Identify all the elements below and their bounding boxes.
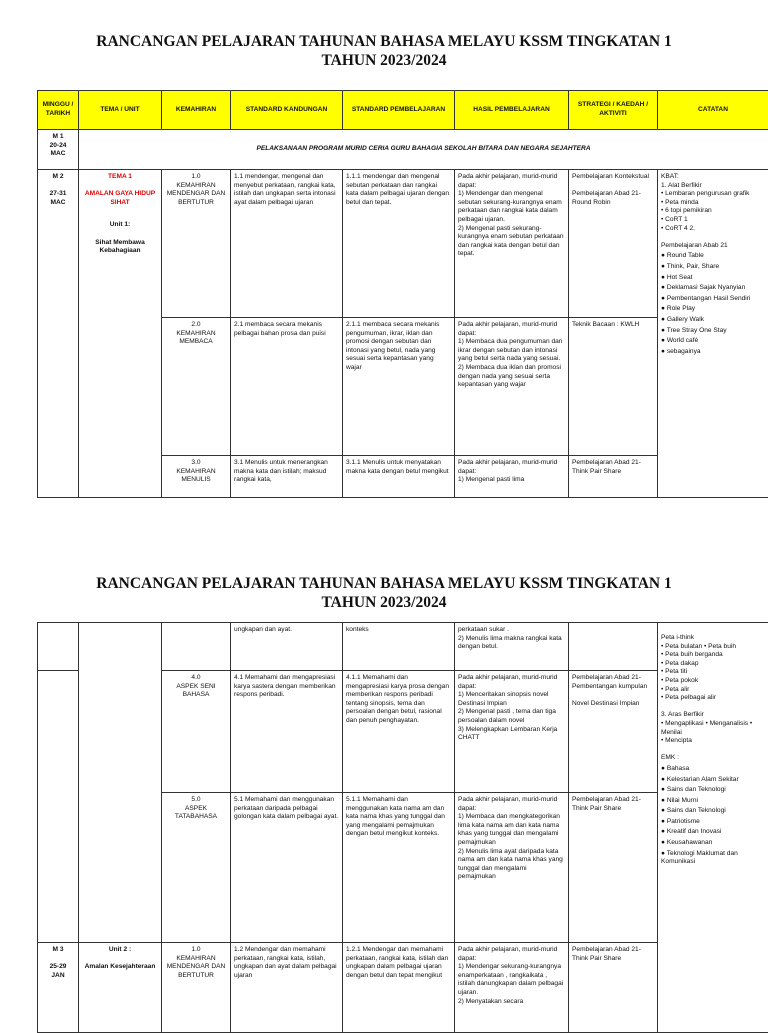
catatan-bullet: ● Tree Stray One Stay [661, 327, 765, 336]
strategi-cell: Pembelajaran Kontekstual Pembelajaran Abad 21- Round Robin [569, 170, 658, 318]
header-kemahiran: KEMAHIRAN [162, 91, 231, 130]
strategi-cell: Pembelajaran Abad 21- Think Pair Share [569, 943, 658, 1033]
title-line1: RANCANGAN PELAJARAN TAHUNAN BAHASA MELAYU KSSM TINGKATAN 1 [0, 574, 768, 593]
catatan-bullet: ● Hot Seat [661, 274, 765, 283]
hp-cell: perkataan sukar . 2) Menulis lima makna rangkai kata dengan betul. [455, 623, 569, 671]
kemahiran-cell [162, 623, 231, 671]
program-cell: PELAKSANAAN PROGRAM MURID CERIA GURU BAHAGIA SEKOLAH BITARA DAN NEGARA SEJAHTERA [79, 130, 768, 170]
catatan-bullet: ● Patriotisme [661, 818, 765, 827]
catatan-bullet: ● Deklamasi Sajak Nyanyian [661, 284, 765, 293]
hp-cell: Pada akhir pelajaran, murid-murid dapat: 1) Membaca dan mengkategorikan lima kata nama am dan kata nama khas yang tunggal dan mengalami pemajmukan 2) Menulis lima ayat daripada kata nama am dan kata nama khas yang tunggal dan mengalami pemajmukan [455, 793, 569, 943]
header-catatan: CATATAN [658, 91, 768, 130]
header-hp: HASIL PEMBELAJARAN [455, 91, 569, 130]
title-line1: RANCANGAN PELAJARAN TAHUNAN BAHASA MELAYU KSSM TINGKATAN 1 [0, 32, 768, 51]
catatan-text: KBAT: 1. Alat Berfikir • Lembaran pengurusan grafik • Peta minda • 6 topi pemikiran • CoRT 1 • CoRT 4 2. Pembelajaran Abab 21 [661, 173, 765, 250]
header-sk: STANDARD KANDUNGAN [231, 91, 343, 130]
table-row [38, 170, 768, 318]
strategi-cell: Teknik Bacaan : KWLH [569, 318, 658, 456]
sp-cell: konteks [343, 623, 455, 671]
kemahiran-cell: 1.0 KEMAHIRAN MENDENGAR DAN BERTUTUR [162, 943, 231, 1033]
header-row [38, 91, 768, 130]
kemahiran-cell: 2.0 KEMAHIRAN MEMBACA [162, 318, 231, 456]
sk-cell: 1.2 Mendengar dan memahami perkataan, rangkai kata, istilah, ungkapan dan ayat dalam pelbagai ujaran [231, 943, 343, 1033]
tema-label: TEMA 1 AMALAN GAYA HIDUP SIHAT [82, 173, 158, 207]
hp-cell: Pada akhir pelajaran, murid-murid dapat: 1) Mendengar dan mengenal sebutan sekurang-kurangnya enam perkataan dan rangkai kata dalam pelbagai ujaran. 2) Mengenal pasti sekurang-kurangnya enam sebutan perkataan dan rangkai kata dengan betul dan tepat. [455, 170, 569, 318]
catatan-bullet: ● Round Table [661, 252, 765, 261]
catatan-bullet: ● Sains dan Teknologi [661, 807, 765, 816]
title-line2: TAHUN 2023/2024 [0, 593, 768, 612]
sp-cell: 4.1.1 Memahami dan mengapresiasi karya prosa dengan memberikan respons peribadi tentang sinopsis, tema dan persoalan dengan betul, rasional dan penuh penghayatan. [343, 671, 455, 793]
sp-cell: 1.2.1 Mendengar dan memahami perkataan, rangkai kata, istilah dan ungkapan dalam pelbagai ujaran dengan betul dan tepat mengikut [343, 943, 455, 1033]
unit-cell: Unit 2 : Amalan Kesejahteraan [79, 943, 162, 1033]
strategi-cell: Pembelajaran Abad 21- Pembentangan kumpulan Novel Destinasi Impian [569, 671, 658, 793]
header-sp: STANDARD PEMBELAJARAN [343, 91, 455, 130]
sk-cell: 2.1 membaca secara mekanis pelbagai bahan prosa dan puisi [231, 318, 343, 456]
unit-label: Unit 1: Sihat Membawa Kebahagiaan [82, 221, 158, 255]
catatan-bullet: ● Sains dan Teknologi [661, 786, 765, 795]
page-title-2 [0, 574, 768, 612]
strategi-cell: Pembelajaran Abad 21- Think Pair Share [569, 793, 658, 943]
rpt-table-page1 [37, 90, 768, 498]
kemahiran-cell: 4.0 ASPEK SENI BAHASA [162, 671, 231, 793]
catatan-bullet: ● Think, Pair, Share [661, 263, 765, 272]
tema-cell [79, 623, 162, 943]
header-strategi: STRATEGI / KAEDAH / AKTIVITI [569, 91, 658, 130]
week-cell [38, 623, 79, 671]
hp-cell: Pada akhir pelajaran, murid-murid dapat: 1) Mendengar sekurang-kurangnya enamperkataan , rangkaikata , istilah danungkapan dalam pelbagai ujaran. 2) Menyatakan secara [455, 943, 569, 1033]
hp-cell: Pada akhir pelajaran, murid-murid dapat: 1) Mengenal pasti lima [455, 456, 569, 498]
sk-cell: 4.1 Memahami dan mengapresiasi karya sastera dengan memberikan respons peribadi. [231, 671, 343, 793]
tema-cell [79, 170, 162, 498]
table-row [38, 623, 768, 671]
catatan-bullet: ● Bahasa [661, 765, 765, 774]
catatan-bullet: ● Keusahawanan [661, 839, 765, 848]
catatan-cell [658, 170, 768, 498]
catatan-bullet: ● Nilai Murni [661, 797, 765, 806]
catatan-bullet: ● Kreatif dan Inovasi [661, 828, 765, 837]
strategi-cell [569, 623, 658, 671]
sp-cell: 1.1.1 mendengar dan mengenal sebutan perkataan dan rangkai kata dalam pelbagai ujaran dengan betul dan tepat. [343, 170, 455, 318]
week-cell: M 3 25-29 JAN [38, 943, 79, 1033]
catatan-bullet: ● Role Play [661, 305, 765, 314]
sk-cell: 1.1 mendengar, mengenal dan menyebut perkataan, rangkai kata, istilah dan ungkapan serta intonasi ayat dalam pelbagai ujaran [231, 170, 343, 318]
sk-cell: ungkapan dan ayat. [231, 623, 343, 671]
sp-cell: 5.1.1 Memahami dan menggunakan kata nama am dan kata nama khas yang tunggal dan yang mengalami pemajmukan dengan betul mengikut konteks. [343, 793, 455, 943]
header-minggu: MINGGU / TARIKH [38, 91, 79, 130]
kemahiran-cell: 3.0 KEMAHIRAN MENULIS [162, 456, 231, 498]
week-cell: M 1 20-24 MAC [38, 130, 79, 170]
week-cell: M 2 27-31 MAC [38, 170, 79, 498]
sp-cell: 3.1.1 Menulis untuk menyatakan makna kata dengan betul mengikut [343, 456, 455, 498]
catatan-bullet: ● World café [661, 337, 765, 346]
sk-cell: 5.1 Memahami dan menggunakan perkataan daripada pelbagai golongan kata dalam pelbagai ayat. [231, 793, 343, 943]
week-cell [38, 671, 79, 943]
catatan-text: Peta i-think • Peta bulatan • Peta buih • Peta buih berganda • Peta dakap • Peta titi • Peta pokok • Peta alir • Peta pelbagai alir 3. Aras Berfikir • Mengaplikasi • Menganalisis • Menilai • Mencipta EMK : [661, 634, 765, 763]
page-title-1 [0, 32, 768, 70]
header-tema: TEMA / UNIT [79, 91, 162, 130]
catatan-bullet: ● Pembentangan Hasil Sendiri [661, 295, 765, 304]
catatan-bullet: ● Teknologi Maklumat dan Komunikasi [661, 850, 765, 867]
catatan-cell [658, 623, 768, 1033]
catatan-bullet: ● Gallery Walk [661, 316, 765, 325]
sp-cell: 2.1.1 membaca secara mekanis pengumuman, ikrar, iklan dan promosi dengan sebutan dan intonasi yang betul, nada yang sesuai serta kepantasan yang wajar [343, 318, 455, 456]
sk-cell: 3.1 Menulis untuk menerangkan makna kata dan istilah; maksud rangkai kata, [231, 456, 343, 498]
hp-cell: Pada akhir pelajaran, murid-murid dapat: 1) Menceritakan sinopsis novel Destinasi Impian 2) Mengenal pasti , tema dan tiga persoalan dalam novel 3) Melengkapkan Lembaran Kerja CHATT [455, 671, 569, 793]
rpt-table-page2 [37, 622, 768, 1033]
hp-cell: Pada akhir pelajaran, murid-murid dapat: 1) Membaca dua pengumuman dan ikrar dengan sebutan dan intonasi yang betul serta nada yang sesuai. 2) Membaca dua iklan dan promosi dengan nada yang sesuai serta kepantasan yang wajar [455, 318, 569, 456]
catatan-bullet: ● Kelestarian Alam Sekitar [661, 776, 765, 785]
kemahiran-cell: 1.0 KEMAHIRAN MENDENGAR DAN BERTUTUR [162, 170, 231, 318]
title-line2: TAHUN 2023/2024 [0, 51, 768, 70]
kemahiran-cell: 5.0 ASPEK TATABAHASA [162, 793, 231, 943]
table-row [38, 130, 768, 170]
strategi-cell: Pembelajaran Abad 21- Think Pair Share [569, 456, 658, 498]
catatan-bullet: ● sebagainya [661, 348, 765, 357]
